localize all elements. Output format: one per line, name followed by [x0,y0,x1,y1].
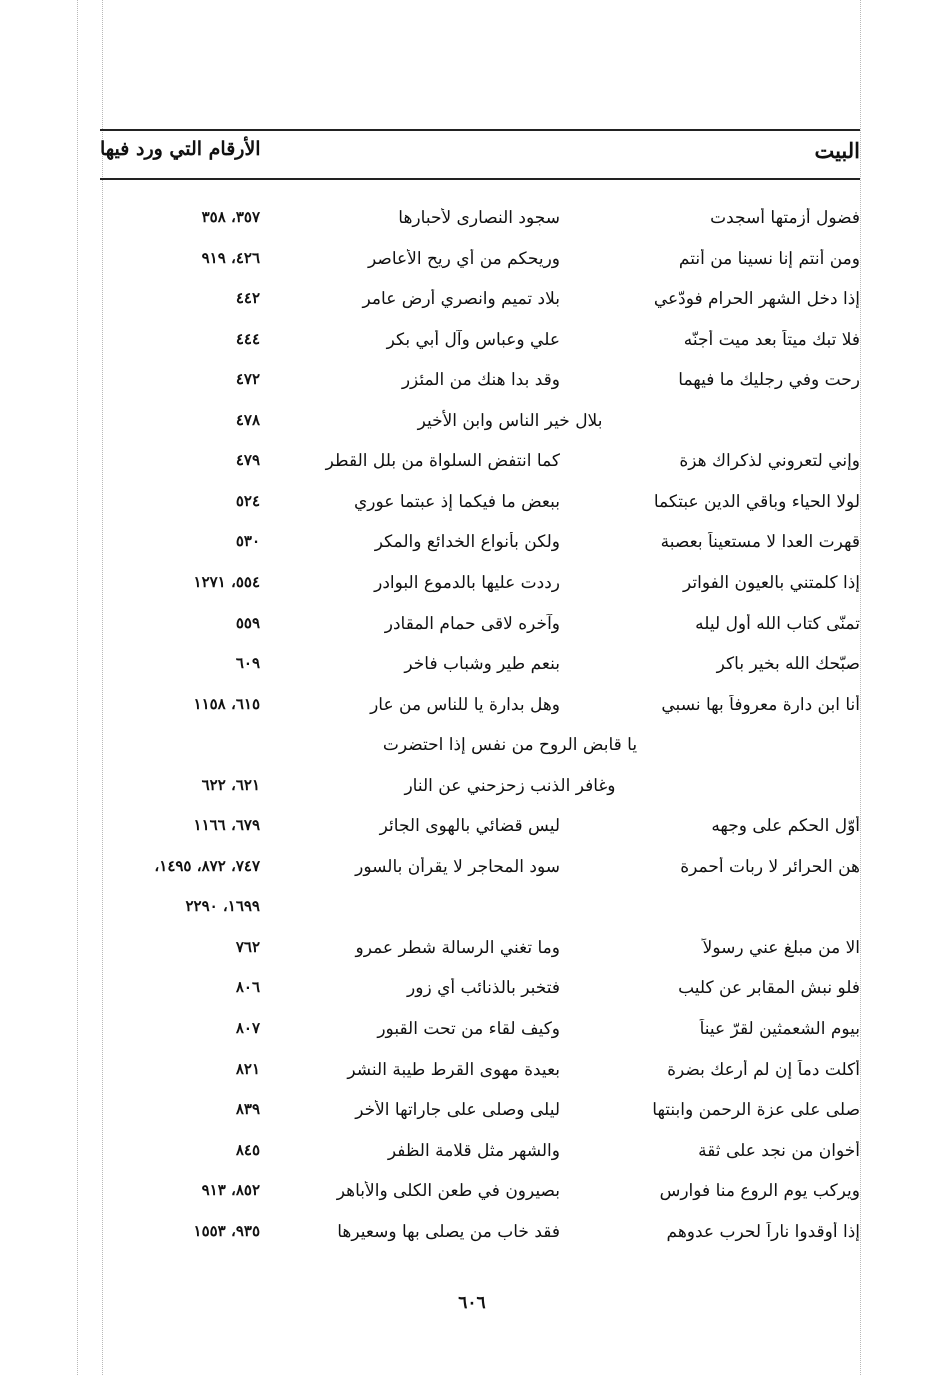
verse-first-hemistich: وإني لتعروني لذكراك هزة [679,451,860,472]
reference-numbers: ٦٠٩ [235,654,260,673]
table-row [100,770,860,810]
table-row [100,648,860,688]
verse-second-hemistich: وكيف لقاء من تحت القبور [377,1019,560,1039]
table-row [100,364,860,404]
scan-line [860,0,861,1375]
reference-numbers: ٦٢١، ٦٢٢ [201,775,260,794]
verse-second-hemistich: بلاد تميم وانصري أرض عامر [362,289,560,310]
reference-numbers: ٦١٥، ١١٥٨ [193,694,260,713]
verse-first-hemistich: صبّحك الله بخير باكر [716,654,860,675]
verse-second-hemistich: بصيرون في طعن الكلى والأباهر [336,1181,560,1202]
verse-first-hemistich: فلا تبك ميتاً بعد ميت أجنّه [683,329,860,350]
table-row [100,324,860,364]
verse-second-hemistich: فقد خاب من يصلى بها وسعيرها [337,1221,560,1242]
verse-full-line: بلال خير الناس وابن الأخير [417,410,603,431]
reference-numbers: ٥٥٤، ١٢٧١ [193,572,260,591]
verse-second-hemistich: ليلى وصلى على جاراتها الأخر [355,1100,560,1121]
verse-second-hemistich: ولكن بأنواع الخدائع والمكر [374,532,560,553]
verse-first-hemistich: أنا ابن دارة معروفاً بها نسبي [661,694,860,715]
scan-line [77,0,78,1375]
header-bottom-rule [100,178,860,180]
verse-first-hemistich: الا من مبلغ عني رسولاً [702,937,860,958]
verse-first-hemistich: إذا كلمتني بالعيون الفواتر [682,572,860,593]
verse-full-line: يا قابض الروح من نفس إذا احتضرت [382,735,638,756]
verse-second-hemistich: والشهر مثل قلامة الظفر [387,1140,560,1161]
reference-numbers: ٤٧٢ [235,370,260,389]
verse-full-line: وغافر الذنب زحزحني عن النار [404,775,616,796]
table-row [100,283,860,323]
reference-numbers: ٦٧٩، ١١٦٦ [193,816,260,835]
table-row [100,972,860,1012]
verse-first-hemistich: ومن أنتم إنا نسينا من أنتم [678,248,860,269]
table-row [100,486,860,526]
verse-second-hemistich: وآخره لاقى حمام المقادر [384,613,560,634]
verse-first-hemistich: أوّل الحكم على وجهه [711,816,860,837]
verse-first-hemistich: تمنّى كتاب الله أول ليله [695,613,860,634]
verse-first-hemistich: لولا الحياء وباقي الدين عبتكما [653,491,860,512]
table-row [100,608,860,648]
reference-numbers: ٤٤٤ [235,329,260,348]
verse-first-hemistich: فلو نبش المقابر عن كليب [678,978,860,999]
reference-numbers: ٨٢١ [235,1059,260,1078]
verse-second-hemistich: وهل بدارة يا للناس من عار [370,694,560,715]
reference-numbers: ٧٤٧، ٨٧٢، ١٤٩٥، [154,856,260,875]
table-row [100,1054,860,1094]
verse-second-hemistich: ببعض ما فيكما إذ عبتما عوري [354,491,560,512]
table-row [100,1175,860,1215]
verse-second-hemistich: سود المحاجر لا يقرأن بالسور [355,856,560,877]
table-row [100,810,860,850]
page-number: ٦٠٦ [458,1293,486,1313]
table-row [100,1013,860,1053]
reference-numbers: ٧٦٢ [235,937,260,956]
verse-first-hemistich: إذا دخل الشهر الحرام فودّعي [653,289,860,310]
verse-first-hemistich: أكلت دماً إن لم أرعك بضرة [667,1059,860,1080]
reference-numbers: ١٦٩٩، ٢٢٩٠ [185,897,260,916]
table-row [100,932,860,972]
reference-numbers: ٥٢٤ [235,491,260,510]
verse-first-hemistich: بيوم الشعمثين لقرّ عيناً [699,1019,860,1039]
reference-numbers: ٩٣٥، ١٥٥٣ [193,1221,260,1240]
reference-numbers: ٥٣٠ [235,532,260,551]
table-row [100,243,860,283]
table-row [100,1216,860,1256]
table-row [100,689,860,729]
verse-second-hemistich: وقد بدا هنك من المئزر [401,370,560,391]
table-row [100,405,860,445]
table-row [100,445,860,485]
table-row [100,851,860,891]
verse-first-hemistich: أخوان من نجد على ثقة [698,1140,860,1161]
reference-numbers: ٨٤٥ [235,1140,260,1159]
table-row [100,567,860,607]
table-row [100,202,860,242]
verse-second-hemistich: وما تغني الرسالة شطر عمرو [355,937,560,958]
header-top-rule [100,129,860,131]
reference-numbers: ٤٧٩ [235,451,260,470]
reference-numbers: ٤٢٦، ٩١٩ [201,248,260,267]
header-verse: البيت [814,138,860,163]
reference-numbers: ٣٥٧، ٣٥٨ [201,208,260,226]
reference-numbers: ٥٥٩ [235,613,260,632]
reference-numbers: ٤٧٨ [235,410,260,429]
reference-numbers: ٨٠٦ [235,978,260,997]
table-row [100,891,860,931]
verse-second-hemistich: ليس قضائي بالهوى الجائر [379,816,560,837]
verse-first-hemistich: فضول أزمتها أسجدت [710,208,860,228]
verse-second-hemistich: بنعم طير وشباب فاخر [404,654,560,675]
reference-numbers: ٨٥٢، ٩١٣ [201,1181,260,1200]
verse-first-hemistich: صلى على عزة الرحمن وابنتها [652,1100,860,1121]
verse-second-hemistich: بعيدة مهوى القرط طيبة النشر [347,1059,560,1080]
table-row [100,1094,860,1134]
verse-second-hemistich: رددت عليها بالدموع البوادر [374,572,560,593]
verse-first-hemistich: هن الحرائر لا ربات أحمرة [680,856,860,877]
table-row [100,526,860,566]
verse-second-hemistich: وريحكم من أي ريح الأعاصر [368,248,560,269]
header-numbers: الأرقام التي ورد فيها [100,138,261,160]
verse-first-hemistich: إذا أوقدوا ناراً لحرب عدوهم [666,1221,860,1242]
verse-first-hemistich: ويركب يوم الروع منا فوارس [659,1181,860,1202]
verse-first-hemistich: قهرت العدا لا مستعيناً بعصبة [660,532,860,553]
table-row [100,729,860,769]
reference-numbers: ٤٤٢ [235,289,260,308]
verse-second-hemistich: سجود النصارى لأحبارها [398,208,560,228]
verse-second-hemistich: فتخبر بالذنائب أي زور [407,978,560,999]
verse-second-hemistich: علي وعباس وآل أبي بكر [386,329,560,350]
verse-first-hemistich: رحت وفي رجليك ما فيهما [678,370,860,391]
table-row [100,1135,860,1175]
reference-numbers: ٨٠٧ [235,1019,260,1037]
verse-second-hemistich: كما انتفض السلواة من بلل القطر [325,451,560,472]
table-header [100,138,860,172]
reference-numbers: ٨٣٩ [235,1100,260,1119]
